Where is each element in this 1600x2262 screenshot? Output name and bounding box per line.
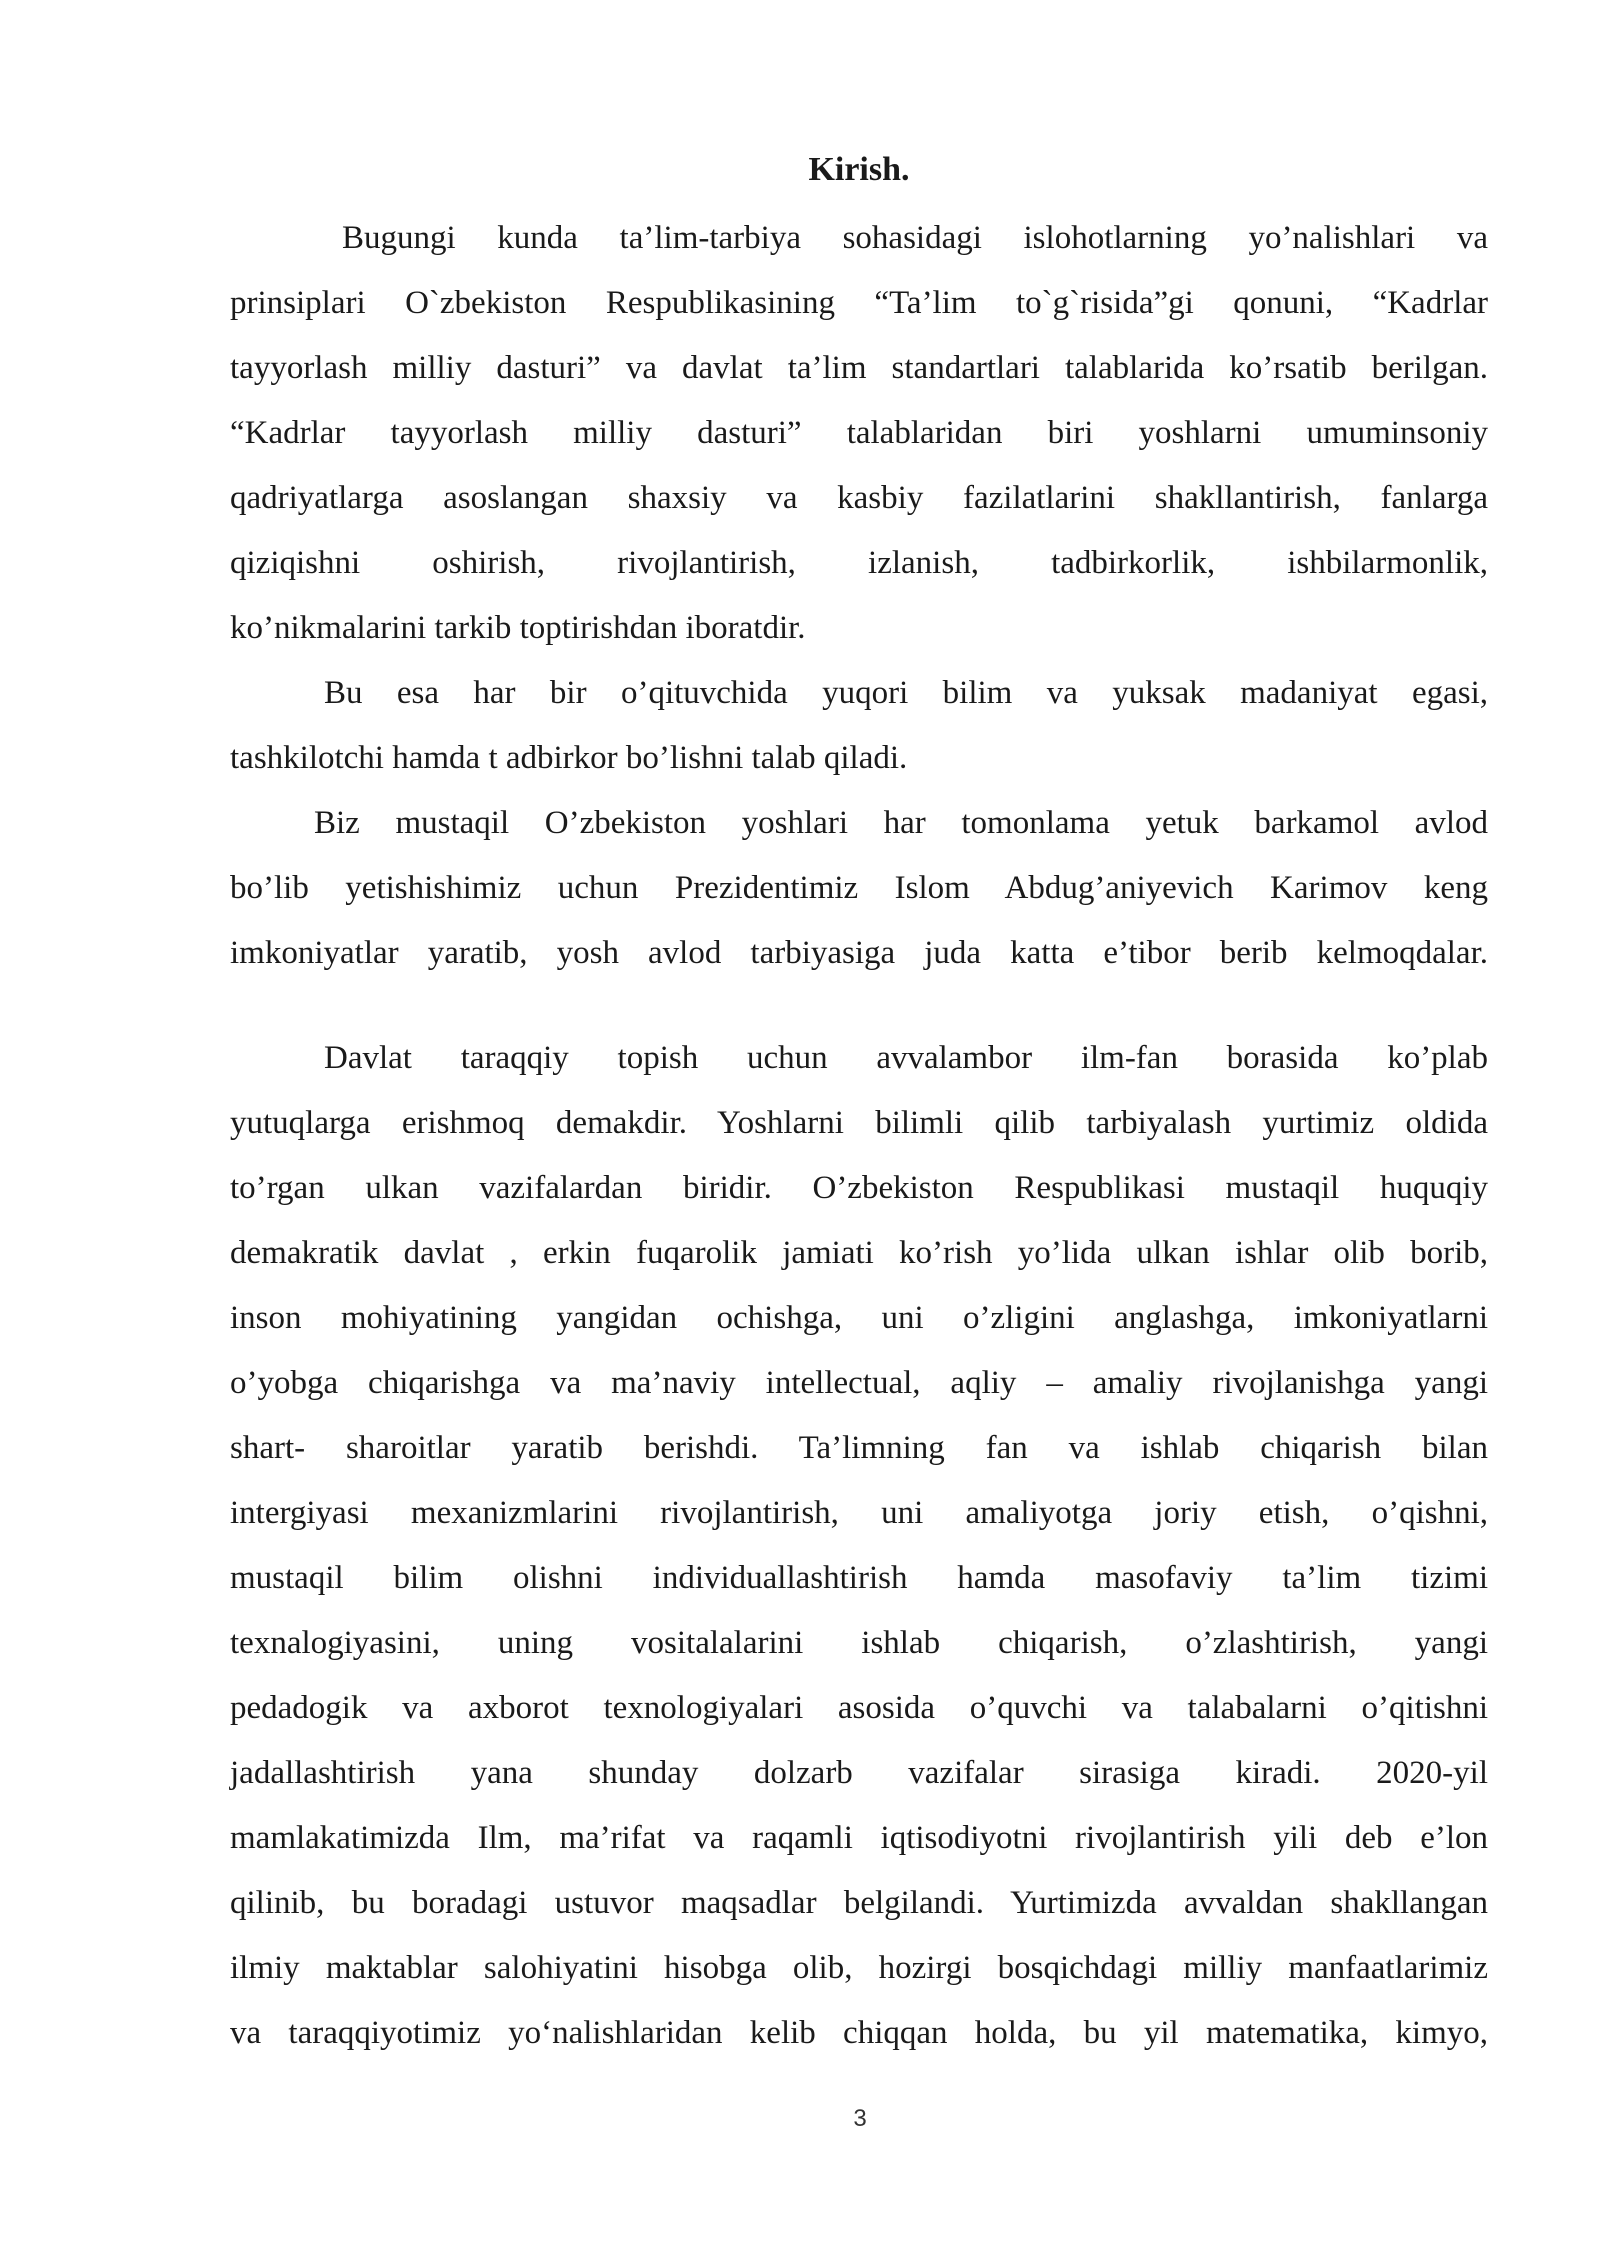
page-number: 3 (853, 2105, 867, 2132)
paragraph-line: demakratik davlat , erkin fuqarolik jamiati ko’rish yo’lida ulkan ishlar olib borib, (230, 1235, 1488, 1271)
paragraph-1 (230, 206, 1488, 661)
page-title: Kirish. (808, 151, 910, 188)
paragraph-line: ko’nikmalarini tarkib toptirishdan iboratdir. (230, 610, 806, 646)
paragraph-line: qadriyatlarga asoslangan shaxsiy va kasbiy fazilatlarini shakllantirish, fanlarga (230, 480, 1488, 516)
document-page (230, 150, 1488, 2066)
paragraph-line: qilinib, bu boradagi ustuvor maqsadlar belgilandi. Yurtimizda avvaldan shakllangan (230, 1885, 1488, 1921)
paragraph-line: mamlakatimizda Ilm, ma’rifat va raqamli iqtisodiyotni rivojlantirish yili deb e’lon (230, 1820, 1488, 1856)
paragraph-2 (230, 661, 1488, 791)
paragraph-line: pedadogik va axborot texnologiyalari asosida o’quvchi va talabalarni o’qitishni (230, 1690, 1488, 1726)
paragraph-line: intergiyasi mexanizmlarini rivojlantirish, uni amaliyotga joriy etish, o’qishni, (230, 1495, 1488, 1531)
paragraph-line: imkoniyatlar yaratib, yosh avlod tarbiyasiga juda katta e’tibor berib kelmoqdalar. (230, 935, 1488, 971)
paragraph-line: tashkilotchi hamda t adbirkor bo’lishni talab qiladi. (230, 740, 908, 776)
paragraph-line: yutuqlarga erishmoq demakdir. Yoshlarni bilimli qilib tarbiyalash yurtimiz oldida (230, 1105, 1488, 1141)
paragraph-line: jadallashtirish yana shunday dolzarb vazifalar sirasiga kiradi. 2020-yil (230, 1755, 1488, 1791)
paragraph-line: Davlat taraqqiy topish uchun avvalambor ilm-fan borasida ko’plab (324, 1040, 1488, 1076)
paragraph-line: o’yobga chiqarishga va ma’naviy intellectual, aqliy – amaliy rivojlanishga yangi (230, 1365, 1488, 1401)
paragraph-line: qiziqishni oshirish, rivojlantirish, izlanish, tadbirkorlik, ishbilarmonlik, (230, 545, 1488, 581)
paragraph-line: mustaqil bilim olishni individuallashtirish hamda masofaviy ta’lim tizimi (230, 1560, 1488, 1596)
paragraph-line: Bugungi kunda ta’lim-tarbiya sohasidagi islohotlarning yo’nalishlari va (342, 220, 1488, 256)
paragraph-line: va taraqqiyotimiz yo‘nalishlaridan kelib chiqqan holda, bu yil matematika, kimyo, (230, 2015, 1488, 2051)
paragraph-spacer (230, 986, 1488, 1026)
paragraph-3 (230, 791, 1488, 986)
paragraph-line: bo’lib yetishishimiz uchun Prezidentimiz Islom Abdug’aniyevich Karimov keng (230, 870, 1488, 906)
paragraph-line: shart- sharoitlar yaratib berishdi. Ta’limning fan va ishlab chiqarish bilan (230, 1430, 1488, 1466)
paragraph-line: ilmiy maktablar salohiyatini hisobga olib, hozirgi bosqichdagi milliy manfaatlarimiz (230, 1950, 1488, 1986)
paragraph-line: prinsiplari O`zbekiston Respublikasining “Ta’lim to`g`risida”gi qonuni, “Kadrlar (230, 285, 1488, 321)
paragraph-line: Bu esa har bir o’qituvchida yuqori bilim va yuksak madaniyat egasi, (324, 675, 1488, 711)
paragraph-line: inson mohiyatining yangidan ochishga, uni o’zligini anglashga, imkoniyatlarni (230, 1300, 1488, 1336)
paragraph-line: texnalogiyasini, uning vositalalarini ishlab chiqarish, o’zlashtirish, yangi (230, 1625, 1488, 1661)
paragraph-line: tayyorlash milliy dasturi” va davlat ta’lim standartlari talablarida ko’rsatib berilgan. (230, 350, 1488, 386)
paragraph-line: Biz mustaqil O’zbekiston yoshlari har tomonlama yetuk barkamol avlod (314, 805, 1488, 841)
paragraph-line: to’rgan ulkan vazifalardan biridir. O’zbekiston Respublikasi mustaqil huquqiy (230, 1170, 1488, 1206)
paragraph-4 (230, 1026, 1488, 2066)
paragraph-line: “Kadrlar tayyorlash milliy dasturi” talablaridan biri yoshlarni umuminsoniy (230, 415, 1488, 451)
